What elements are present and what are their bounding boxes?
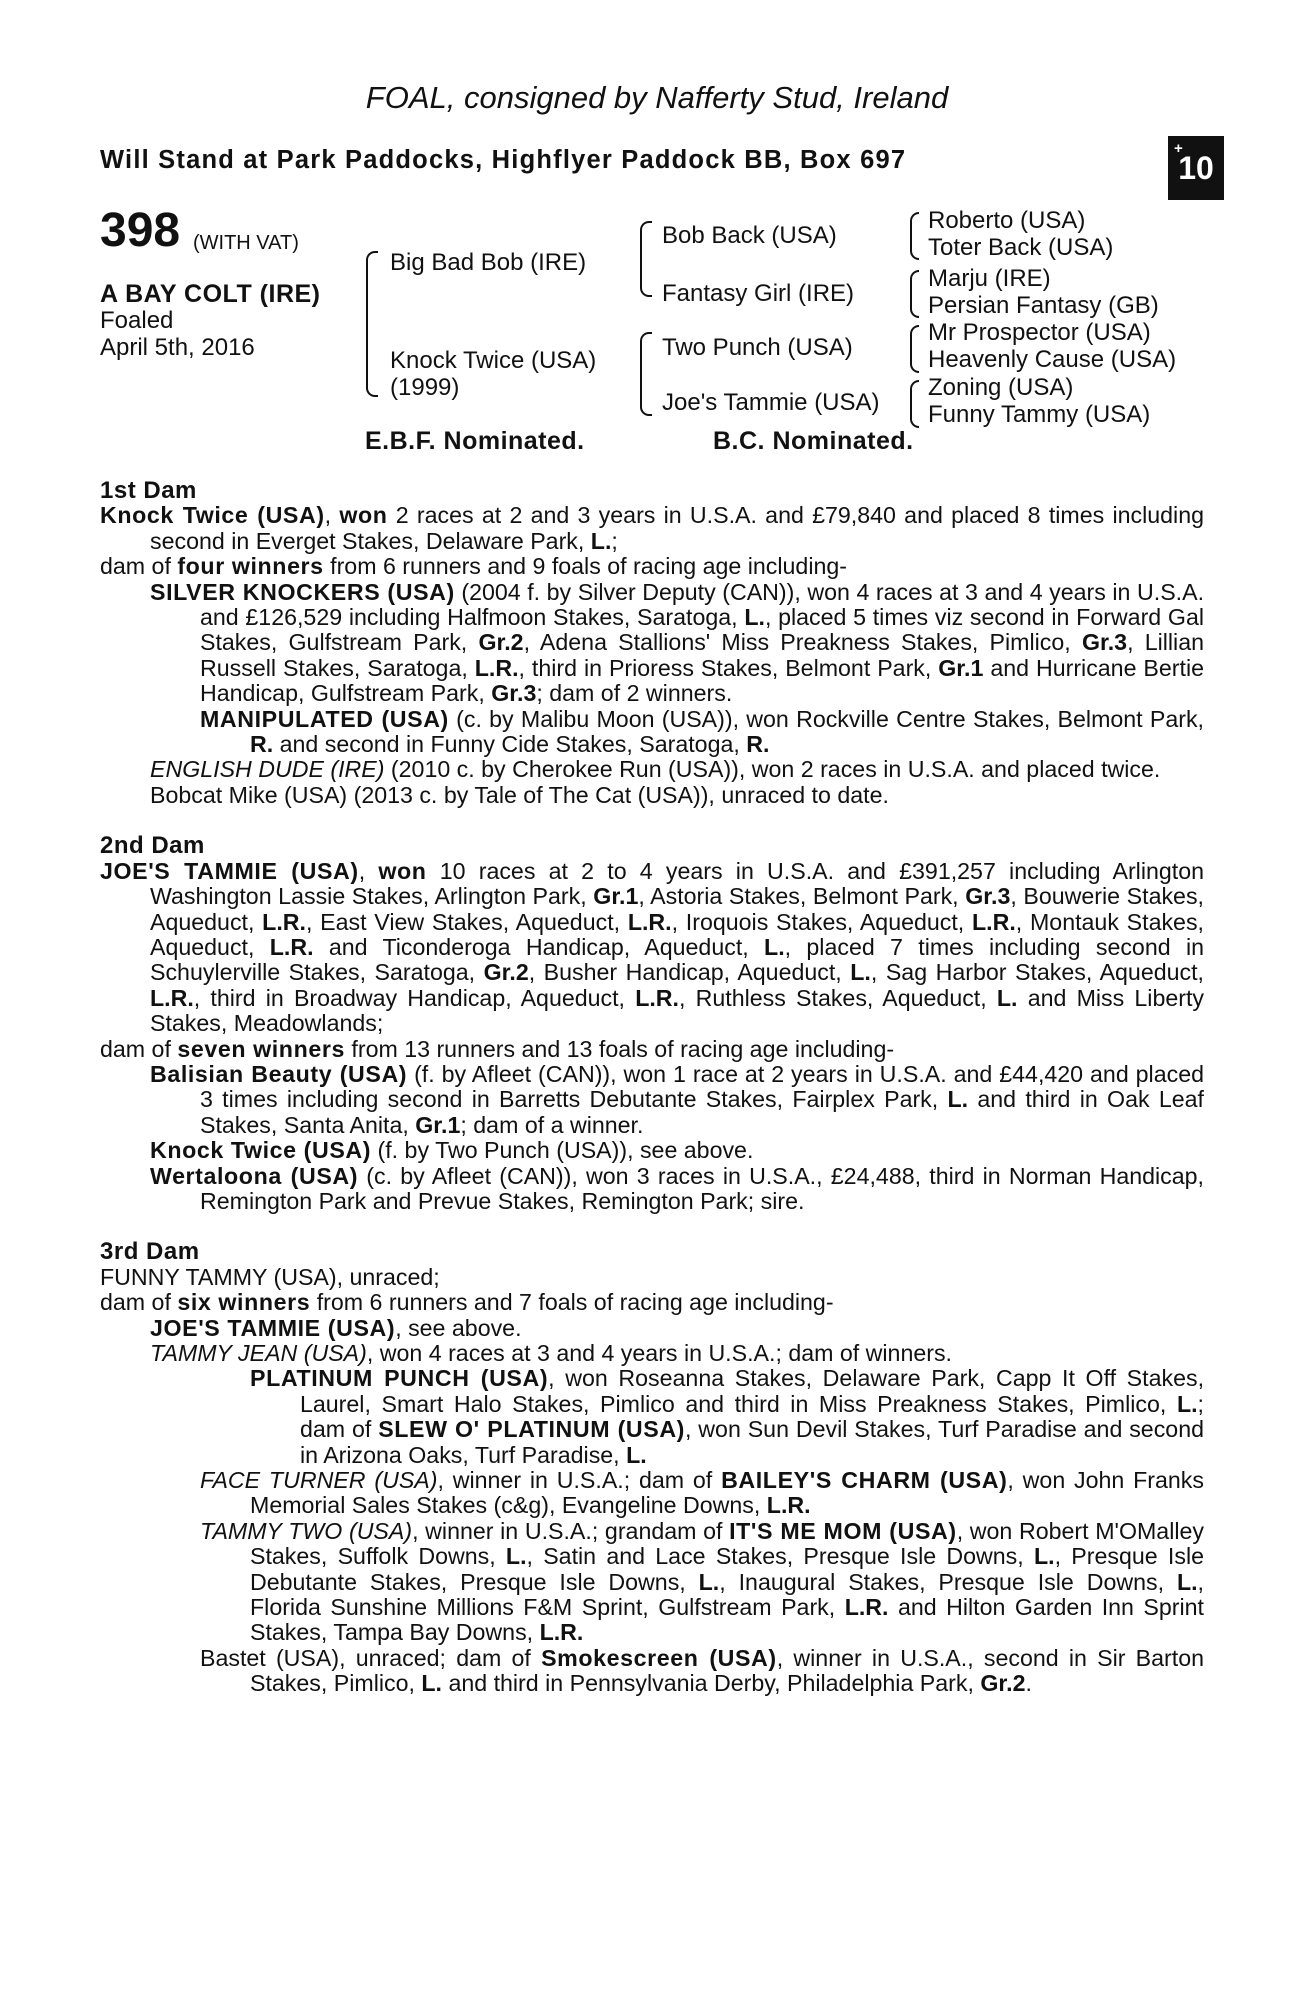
grade: L.R. [972,908,1016,935]
produce-bastet [100,1646,1204,1697]
first-dam-record: Knock Twice (USA), won 2 races at 2 and 3 years in U.S.A. and £79,840 and placed 8 times including second in Everget Stakes, Delaware Park, L.; [100,502,1204,554]
produce-manipulated [100,707,1204,758]
first-dam-record-end: ; [611,527,618,554]
produce-name: PLATINUM PUNCH (USA) [250,1365,549,1392]
produce-text: Bastet (USA), unraced; dam of [200,1644,542,1671]
produce-text: and third in Pennsylvania Derby, Philadelphia Park, [442,1670,981,1697]
lot-number-badge [1168,136,1224,200]
third-dam-winners: six winners [177,1289,311,1316]
bc-nominated: B.C. Nominated. [713,427,914,455]
grade: L. [850,959,871,986]
pedigree-brace-g1 [910,212,919,260]
pedigree-notes [100,478,1204,1697]
record-text: , placed 7 times including second in Schuylerville Stakes, Saratoga, [150,933,1204,986]
produce-tammy-two [100,1519,1204,1646]
grade: L.R. [539,1619,584,1646]
produce-text: and third in Oak Leaf Stakes, Santa Anita, [200,1086,1204,1138]
produce-text: , Inaugural Stakes, Presque Isle Downs, [719,1568,1177,1595]
produce-name: JOE'S TAMMIE (USA) [150,1314,396,1341]
pedigree-dam-dam: Joe's Tammie (USA) [662,389,880,416]
pedigree-brace-main [366,251,378,397]
produce-text: Bobcat Mike (USA) (2013 c. by Tale of The Cat (USA)), unraced to date. [150,781,889,808]
first-dam-winners: four winners [177,553,324,580]
produce-tammy-jean [100,1341,1204,1366]
second-dam-produce-summary [100,1037,1204,1062]
produce-platinum-punch [100,1366,1204,1468]
consignment-line: FOAL, consigned by Nafferty Stud, Ireland [365,80,949,115]
grade: L. [996,984,1018,1011]
record-text: 10 races at 2 to 4 years in U.S.A. and £391,257 including Arlington Washington Lassie Stakes, Arlington Park, [150,857,1205,910]
grade: R. [250,731,274,758]
produce-text: (c. by Malibu Moon (USA)), won Rockville Centre Stakes, Belmont Park, [448,705,1204,732]
grade: L. [626,1441,647,1468]
lot-number: 398 [100,204,181,257]
pedigree-brace-g3 [910,325,919,373]
first-dam-damof: dam of [100,553,178,580]
pedigree-sire: Big Bad Bob (IRE) [390,249,587,276]
produce-text: ; dam of [300,1390,1204,1443]
record-text: , Montauk Stakes, Aqueduct, [150,908,1204,960]
foaled-label: Foaled [100,307,174,334]
produce-english-dude [100,757,1204,782]
pedigree-g5: Mr Prospector (USA) [928,319,1151,346]
record-text: and Ticonderoga Handicap, Aqueduct, [313,933,765,960]
produce-name: IT'S ME MOM (USA) [729,1517,957,1544]
produce-text: , winner in U.S.A.; grandam of [412,1517,730,1544]
first-dam-record-grade: L. [590,527,612,554]
third-dam-heading: 3rd Dam [100,1238,200,1266]
first-dam-produce-summary [100,554,1204,579]
produce-name: MANIPULATED (USA) [200,705,449,732]
produce-text: , see above. [395,1314,522,1341]
lot-title: A BAY COLT (IRE) [100,280,321,308]
pedigree-g2: Toter Back (USA) [928,234,1114,261]
stand-location: Will Stand at Park Paddocks, Highflyer Paddock BB, Box 697 [100,146,907,174]
grade: Gr.3 [1081,629,1128,656]
pedigree-g6: Heavenly Cause (USA) [928,346,1177,373]
record-text: , Ruthless Stakes, Aqueduct, [679,984,997,1011]
third-dam-runners: from 6 runners and 7 foals of racing age including- [310,1289,834,1316]
grade: L.R. [269,933,314,960]
produce-text: ; dam of a winner. [460,1111,644,1138]
pedigree-sire-sire: Bob Back (USA) [662,222,837,249]
produce-name: TAMMY JEAN (USA) [150,1340,367,1366]
grade: Gr.2 [478,629,524,656]
pedigree-brace-sire [640,221,652,297]
first-dam-name: Knock Twice (USA) [100,502,325,529]
produce-name: Wertaloona (USA) [150,1162,359,1189]
produce-name: BAILEY'S CHARM (USA) [721,1467,1008,1494]
produce-text: , Florida Sunshine Millions F&M Sprint, Gulfstream Park, [250,1568,1204,1621]
pedigree-g1: Roberto (USA) [928,207,1086,234]
grade: L.R. [844,1594,889,1621]
pedigree-g4: Persian Fantasy (GB) [928,292,1159,319]
produce-name: Knock Twice (USA) [150,1137,372,1164]
first-dam-won: won [339,502,388,529]
second-dam-won: won [378,857,427,884]
grade: L. [698,1568,720,1595]
grade: L. [1176,1390,1198,1417]
record-text: , Bouwerie Stakes, Aqueduct, [150,883,1204,935]
record-text: and Miss Liberty Stakes, Meadowlands; [150,984,1205,1037]
grade: Gr.1 [415,1111,461,1138]
third-dam-damof: dam of [100,1289,178,1316]
produce-text: and second in Funny Cide Stakes, Saratoga, [273,731,747,758]
grade: Gr.1 [593,883,639,910]
produce-silver-knockers [100,580,1204,707]
produce-face-turner [100,1468,1204,1519]
grade: L. [744,604,765,631]
second-dam-name: JOE'S TAMMIE (USA) [100,857,359,884]
produce-name: ENGLISH DUDE (IRE) [150,756,385,783]
grade: L.R. [474,654,519,681]
produce-text: (2010 c. by Cherokee Run (USA)), won 2 races in U.S.A. and placed twice. [384,756,1161,783]
produce-name: SLEW O' PLATINUM (USA) [378,1416,685,1443]
pedigree-brace-g2 [910,270,919,318]
produce-text: and Hurricane Bertie Handicap, Gulfstream Park, [200,654,1204,707]
produce-name: Smokescreen (USA) [541,1644,777,1671]
third-dam-record: FUNNY TAMMY (USA), unraced; [100,1263,440,1290]
produce-text: (f. by Two Punch (USA)), see above. [371,1137,754,1164]
produce-text: . [1025,1670,1032,1697]
produce-text: , winner in U.S.A., second in Sir Barton Stakes, Pimlico, [250,1644,1204,1697]
produce-text: , placed 5 times viz second in Forward Gal Stakes, Gulfstream Park, [200,604,1204,656]
produce-text: (c. by Afleet (CAN)), won 3 races in U.S.A., £24,488, third in Norman Handicap, Remington Park and Prevue Stakes, Remington Park; sire. [200,1162,1204,1214]
record-text: , Astoria Stakes, Belmont Park, [638,883,966,910]
grade: L.R. [766,1492,811,1519]
first-dam-runners: from 6 runners and 9 foals of racing age including- [323,553,847,580]
grade: L. [421,1670,442,1697]
badge-plus: + [1174,140,1183,157]
produce-text: , winner in U.S.A.; dam of [437,1467,722,1494]
pedigree-dam-sire: Two Punch (USA) [662,334,853,361]
produce-text: , third in Prioress Stakes, Belmont Park, [518,654,939,681]
record-text: , Busher Handicap, Aqueduct, [528,959,851,986]
first-dam-record-text: 2 races at 2 and 3 years in U.S.A. and £79,840 and placed 8 times including second in Everget Stakes, Delaware Park, [150,502,1204,554]
produce-name: Balisian Beauty (USA) [150,1060,408,1087]
produce-text: , won Roseanna Stakes, Delaware Park, Capp It Off Stakes, Laurel, Smart Halo Stakes, Pimlico and third in Miss Preakness Stakes, Pimlico, [300,1365,1205,1417]
grade: R. [746,731,770,758]
record-text: , Iroquois Stakes, Aqueduct, [671,908,972,935]
grade: L. [764,933,785,960]
grade: Gr.2 [980,1670,1026,1697]
produce-text: and Hilton Garden Inn Sprint Stakes, Tampa Bay Downs, [250,1594,1204,1646]
grade: L. [505,1543,527,1570]
grade: Gr.3 [965,883,1011,910]
ebf-nominated: E.B.F. Nominated. [365,427,585,455]
grade: L. [1176,1568,1198,1595]
pedigree-dam-year: (1999) [390,374,460,401]
produce-text: , Presque Isle Debutante Stakes, Presque Isle Downs, [250,1543,1204,1595]
produce-knock-twice [100,1138,1204,1163]
grade: Gr.2 [483,959,529,986]
produce-text: , won Robert M'OMalley Stakes, Suffolk Downs, [250,1517,1204,1570]
pedigree-dam: Knock Twice (USA) [390,347,597,374]
foaled-date: April 5th, 2016 [100,334,255,361]
grade: L.R. [627,908,672,935]
record-text: , third in Broadway Handicap, Aqueduct, [193,984,636,1011]
produce-text: ; dam of 2 winners. [536,680,733,707]
pedigree-g8: Funny Tammy (USA) [928,401,1151,428]
produce-bobcat-mike [100,783,1204,808]
produce-text: , Adena Stallions' Miss Preakness Stakes, Pimlico, [523,629,1082,656]
second-dam-runners: from 13 runners and 13 foals of racing age including- [344,1035,895,1062]
produce-joes-tammie [100,1316,1204,1341]
record-text: , Sag Harbor Stakes, Aqueduct, [870,959,1204,986]
vat-note: (WITH VAT) [193,232,299,254]
produce-name: SILVER KNOCKERS (USA) [150,578,455,605]
grade: L. [1033,1543,1055,1570]
third-dam-produce-summary [100,1290,1204,1315]
grade: Gr.1 [938,654,984,681]
pedigree-brace-dam [640,332,652,416]
produce-text: , Lillian Russell Stakes, Saratoga, [200,629,1204,681]
record-text: , East View Stakes, Aqueduct, [305,908,628,935]
grade: L.R. [262,908,306,935]
grade: Gr.3 [491,680,537,707]
second-dam-damof: dam of [100,1035,178,1062]
first-dam-heading: 1st Dam [100,477,197,504]
badge-number: 10 [1178,149,1214,186]
produce-text: (2004 f. by Silver Deputy (CAN)), won 4 races at 3 and 4 years in U.S.A. and £126,529 including Halfmoon Stakes, Saratoga, [200,578,1205,631]
produce-text: , won Sun Devil Stakes, Turf Paradise and second in Arizona Oaks, Turf Paradise, [300,1416,1204,1468]
produce-text: , Satin and Lace Stakes, Presque Isle Downs, [526,1543,1034,1570]
produce-balisian-beauty [100,1062,1204,1138]
pedigree-sire-dam: Fantasy Girl (IRE) [662,280,855,307]
produce-text: (f. by Afleet (CAN)), won 1 race at 2 years in U.S.A. and £44,420 and placed 3 times including second in Barretts Debutante Stakes, Fairplex Park, [200,1060,1204,1113]
produce-name: FACE TURNER (USA) [200,1467,438,1494]
produce-name: TAMMY TWO (USA) [200,1517,413,1544]
grade: L. [947,1086,969,1113]
grade: L.R. [635,984,679,1011]
produce-wertaloona [100,1164,1204,1215]
pedigree-brace-g4 [910,380,919,428]
pedigree-g7: Zoning (USA) [928,374,1074,401]
produce-text: , won 4 races at 3 and 4 years in U.S.A.; dam of winners. [366,1340,952,1366]
second-dam-winners: seven winners [177,1035,345,1062]
produce-text: , won John Franks Memorial Sales Stakes (c&g), Evangeline Downs, [250,1467,1204,1519]
second-dam-record: JOE'S TAMMIE (USA), won 10 races at 2 to 4 years in U.S.A. and £391,257 including Arlington Washington Lassie Stakes, Arlington Park, Gr.1, Astoria Stakes, Belmont Park, Gr.3, Bouwerie Stakes, Aqueduct, L.R., East View Stakes, Aqueduct, L.R., Iroquois Stakes, Aqueduct, L.R., Montauk Stakes, Aqueduct, L.R. and Ticonderoga Handicap, Aqueduct, L., placed 7 times including second in Schuylerville Stakes, Saratoga, Gr.2, Busher Handicap, Aqueduct, L., Sag Harbor Stakes, Aqueduct, L.R., third in Broadway Handicap, Aqueduct, L.R., Ruthless Stakes, Aqueduct, L. and Miss Liberty Stakes, Meadowlands; [100,857,1205,1037]
second-dam-heading: 2nd Dam [100,832,205,860]
grade: L.R. [150,984,194,1011]
pedigree-g3: Marju (IRE) [928,265,1051,292]
